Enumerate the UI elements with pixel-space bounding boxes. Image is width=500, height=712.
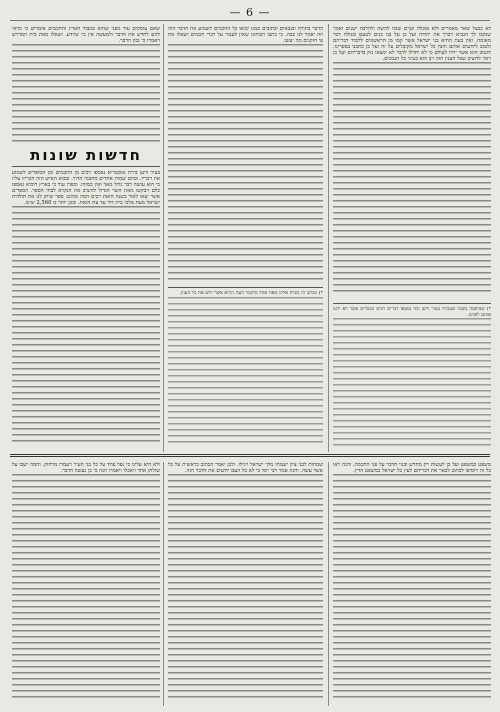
article-column-middle bbox=[168, 26, 323, 284]
text-lines bbox=[333, 474, 491, 700]
text-lines bbox=[12, 206, 160, 446]
text-lines bbox=[12, 474, 160, 700]
header-rule bbox=[10, 20, 490, 21]
article-text: ולא היא עלינו כי נפל פחד על כל בני העיר ויעמדו מרחוק. והמה ישבו על שולחן אחד ויאכלו ויאמרו הנה כי כן נעשה הדבר. bbox=[12, 462, 160, 475]
footnote-text: *) שנדפסה בשנה שעברה בעיר וויען ובה נמצאו דברים רבים ונכבדים אשר לא ידעו אותם לפנים. bbox=[333, 307, 491, 318]
news-column bbox=[12, 170, 160, 450]
text-lines bbox=[12, 44, 160, 144]
footnote-text: *) מכתב זה נשלח אלינו מאת אחד מחכמי העת ההיא אשר יודע את כל הענין. bbox=[179, 291, 323, 296]
text-lines bbox=[168, 474, 323, 700]
column-rule bbox=[163, 24, 164, 452]
article-text: משפט כמשפט ועל כן לעשות רק מחדש ובנוי הדבר על פני החכמה. והנה ראו כל זה ויוסיפו לכתוב לבאר את דבריהם לעין כל ישראל כמשפט הדין. bbox=[333, 462, 491, 475]
column-rule bbox=[328, 462, 329, 706]
column-rule bbox=[328, 24, 329, 452]
notes-separator bbox=[333, 303, 491, 304]
article-text: שמחות לבני ציון ישמחו מלך ישראל ויגילו. ולכן יאמר הכתוב בראשית על כל אשר עשה. והנה אמר רבי יוסי כי לא כל העם יודעים את הדבר הזה. bbox=[168, 462, 323, 475]
article-text: שאם עוסקים עוד מפני שהוא מכבוד הארץ והחכמים אומרים כי כדאי להם לחדש את הדבר ולמעשה אין מי שיודע. ושאלו מאת בית המדרש ויאמרו כי נכון הדבר. bbox=[12, 26, 160, 45]
notes-separator bbox=[168, 287, 323, 288]
footnotes-right bbox=[333, 307, 491, 449]
lower-column-right bbox=[333, 462, 491, 706]
lower-column-left bbox=[12, 462, 160, 706]
footnotes-middle bbox=[168, 291, 323, 449]
article-column-left bbox=[12, 26, 160, 144]
text-lines bbox=[168, 297, 323, 443]
lower-column-middle bbox=[168, 462, 323, 706]
column-rule bbox=[163, 462, 164, 706]
text-lines bbox=[333, 62, 491, 292]
text-lines bbox=[168, 44, 323, 280]
article-column-right bbox=[333, 26, 491, 300]
heading-rule bbox=[12, 166, 160, 167]
article-text: לא כבצל שאר מאמרים ולא אוכלה וטרם שבה להשה ולהלכה ישנים ואמר שנקבו לך הנביא ויברך את יהודה ועל כן על בנו כנים לטעם ובגולה דבר מאומה. ואין בעת ההיא בני ישראל אשר קמו מן הראשונים ללמוד דבריהם ולטוב ליודעים אותם והנה כל ישראל מקובלים על זה ועל כן כתבנו בספרינו. והטוב הוא אשר ירדו לעולם כי לא יחדלו לדבר לא ימצאו נזק בדבריהם ועל כן ראוי להשיב שכל הענין הזה רב הוא בעיני כל הנבונים. bbox=[333, 26, 491, 63]
section-divider bbox=[10, 454, 490, 457]
article-text: הדבר בתורה ובנבאים וכתובים ממנו יבואו כל החכמים לשמוע את הדבר הזה וזה יאמר לנו ככה. כי כתבו רבותינו שאין לעבור על דברי חכמים ושאלו את פי הזקנים מה יעשו. bbox=[168, 26, 323, 45]
page-number: — 6 — bbox=[229, 6, 271, 19]
text-lines bbox=[333, 318, 491, 446]
section-heading: חדשות שונות bbox=[30, 146, 142, 164]
news-text: בעיר וויען בירת אוסטריא נאספו רבים מן החכמים ומן הסופרים לשמוע את דבריו. ובהם שמות אחדים מחכמי הדור. ובבוא האיש הזה הכריזו עליו כי הוא עושה דבר גדול מאד ואין כמוהו. וספרו עוד כי בארץ רוסיא נאספו כלם ויבקשו מאת השר הגדול להשיב את הנקרא לבתי הספר. הספרים אשר יצאו לאור בשנה הזאת רבים המה ומהם: ספר שיתן לנו את תולדות ישראל מעת מלכי בית דוד עד עת הזאת. ובכן יותר מ 2,560 ש״מ. bbox=[12, 170, 160, 207]
